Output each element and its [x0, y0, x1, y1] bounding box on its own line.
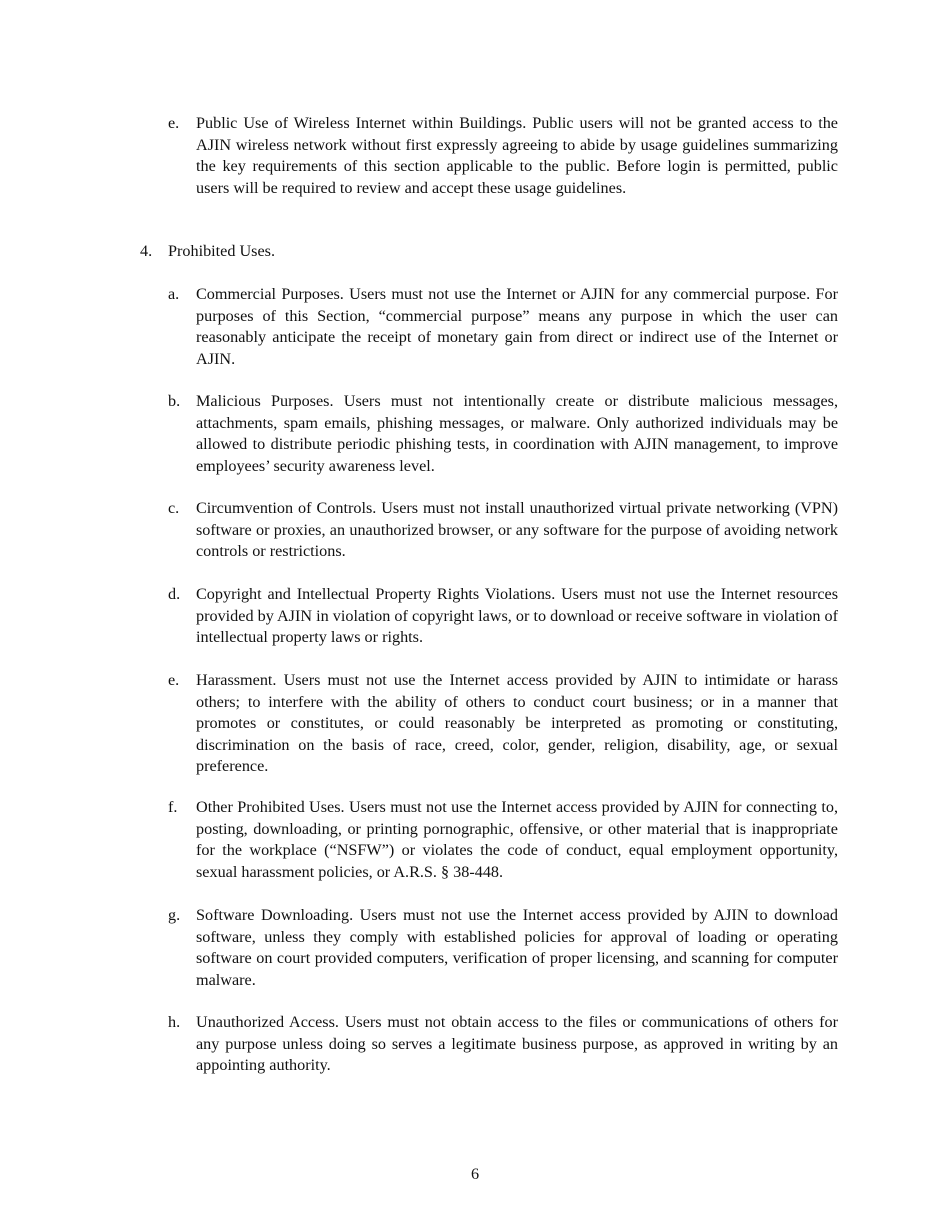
list-item-text: Other Prohibited Uses. Users must not use the Internet access provided by AJIN for connecting to, posting, downloading, or printing pornographic, offensive, or other material that is inappropriate for the workplace (“NSFW”) or violates the code of conduct, equal employment opportunity, sexual harassment policies, or A.R.S. § 38-448. — [196, 798, 838, 881]
list-item-text: Unauthorized Access. Users must not obtain access to the files or communications of others for any purpose unless doing so serves a legitimate business purpose, as approved in writing by an appointing authority. — [196, 1013, 838, 1075]
list-item-harassment — [168, 670, 838, 778]
list-marker: e. — [168, 671, 180, 689]
list-item-unauthorized-access — [168, 1012, 838, 1077]
section-number: 4. — [140, 242, 153, 260]
list-marker: a. — [168, 285, 180, 303]
list-item-text: Copyright and Intellectual Property Rights Violations. Users must not use the Internet resources provided by AJIN in violation of copyright laws, or to download or receive software in violation of intellectual property laws or rights. — [196, 585, 838, 647]
list-marker: h. — [168, 1013, 181, 1031]
list-marker: e. — [168, 114, 180, 132]
list-item-circumvention — [168, 498, 838, 563]
list-item-malicious-purposes — [168, 391, 838, 477]
list-marker: b. — [168, 392, 181, 410]
list-marker: d. — [168, 585, 181, 603]
section-heading-prohibited-uses — [140, 241, 840, 263]
list-item-text: Public Use of Wireless Internet within Buildings. Public users will not be granted access to the AJIN wireless network without first expressly agreeing to abide by usage guidelines summarizing the key requirements of this section applicable to the public. Before login is permitted, public users will be required to review and accept these usage guidelines. — [196, 114, 838, 197]
list-item-other-prohibited — [168, 797, 838, 883]
page-number: 6 — [470, 1165, 480, 1183]
list-item-software-downloading — [168, 905, 838, 991]
list-item-text: Harassment. Users must not use the Internet access provided by AJIN to intimidate or harass others; to interfere with the ability of others to conduct court business; or in a manner that promotes or constitutes, or could reasonably be interpreted as promoting or constituting, discrimination on the basis of race, creed, color, gender, religion, disability, age, or sexual preference. — [196, 671, 838, 776]
list-item-commercial-purposes — [168, 284, 838, 370]
list-marker: g. — [168, 906, 181, 924]
section-title: Prohibited Uses. — [168, 242, 276, 260]
list-marker: c. — [168, 499, 180, 517]
list-item-text: Commercial Purposes. Users must not use the Internet or AJIN for any commercial purpose. For purposes of this Section, “commercial purpose” means any purpose in which the user can reasonably anticipate the receipt of monetary gain from direct or indirect use of the Internet or AJIN. — [196, 285, 838, 368]
list-item-text: Software Downloading. Users must not use the Internet access provided by AJIN to download software, unless they comply with established policies for approval of loading or operating software on court provided computers, verification of proper licensing, and scanning for computer malware. — [196, 906, 838, 989]
list-item-text: Circumvention of Controls. Users must not install unauthorized virtual private networking (VPN) software or proxies, an unauthorized browser, or any software for the purpose of avoiding network controls or restrictions. — [196, 499, 838, 561]
list-item-copyright — [168, 584, 838, 649]
list-item-text: Malicious Purposes. Users must not intentionally create or distribute malicious messages, attachments, spam emails, phishing messages, or malware. Only authorized individuals may be allowed to distribute periodic phishing tests, in coordination with AJIN management, to improve employees’ security awareness level. — [196, 392, 838, 475]
list-item-public-wireless — [168, 113, 838, 199]
list-marker: f. — [168, 798, 178, 816]
